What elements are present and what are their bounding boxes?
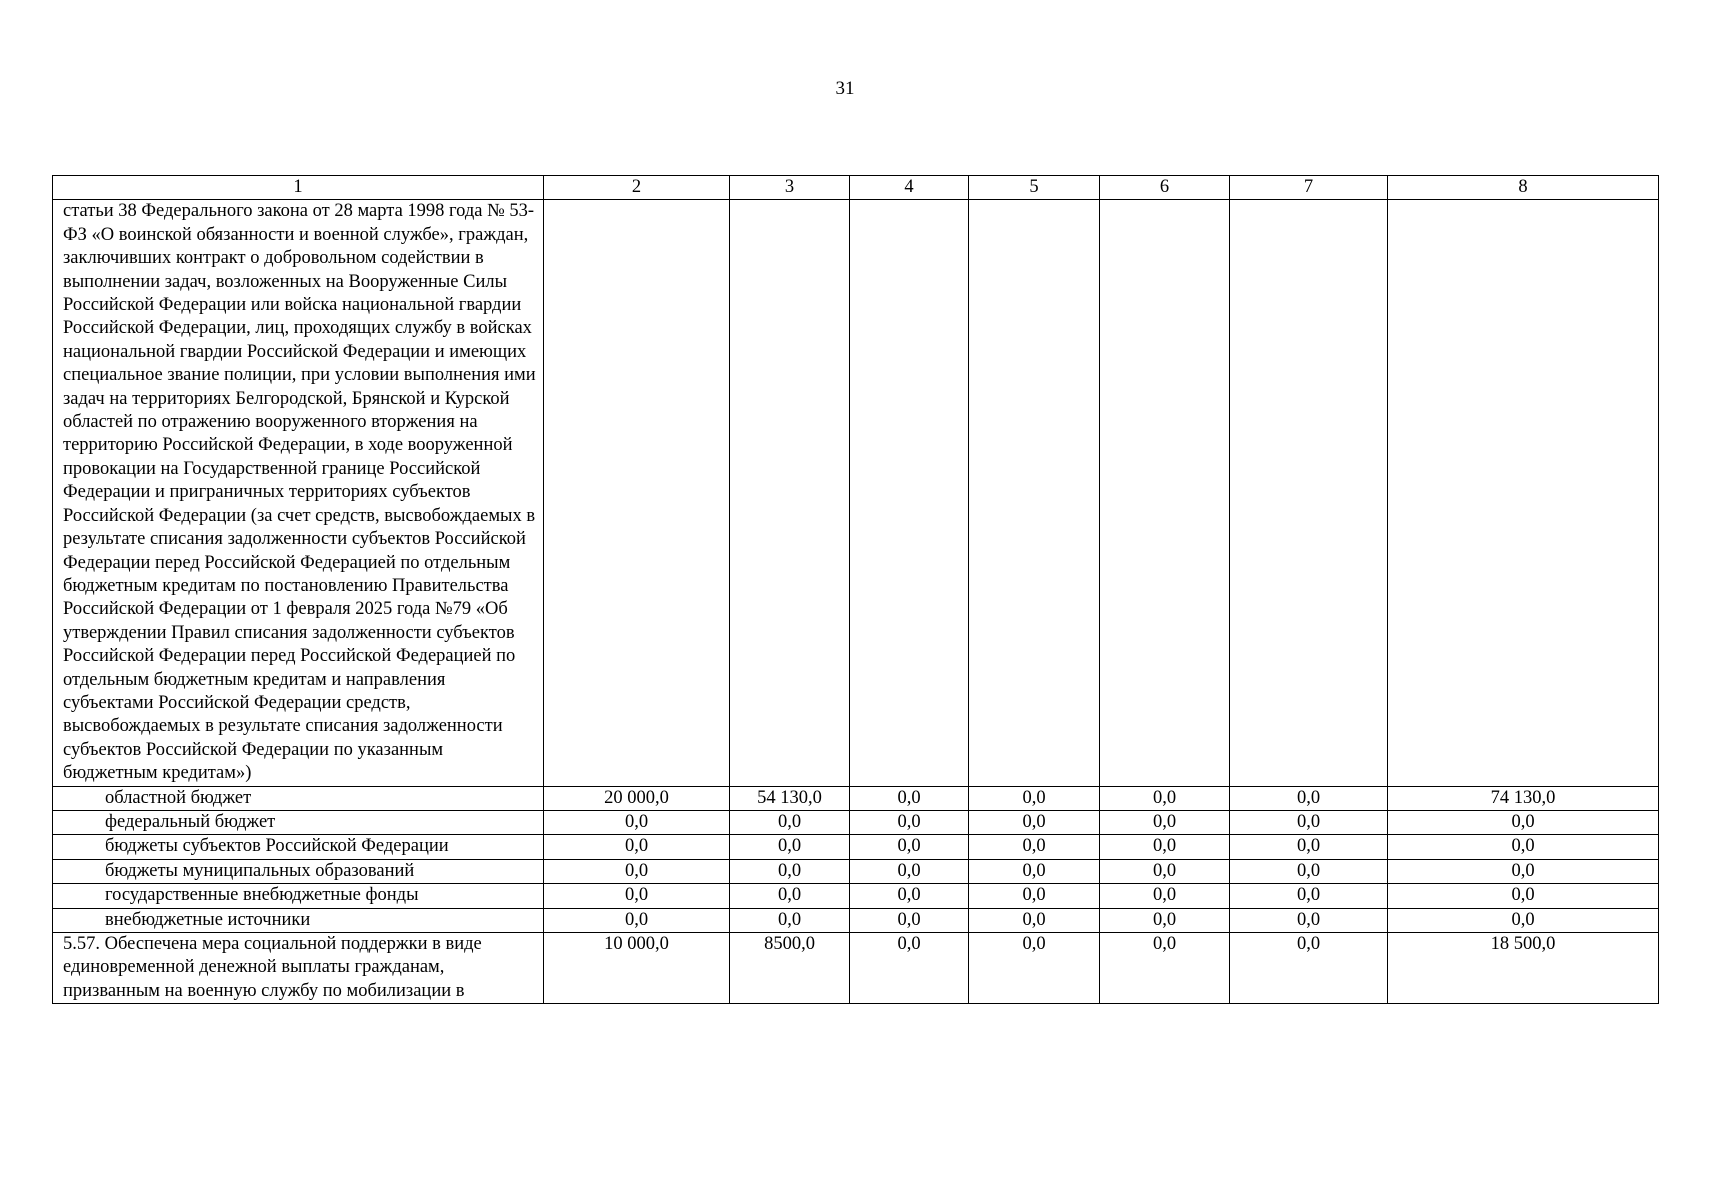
header-cell: 2 [544, 176, 730, 200]
value-cell: 0,0 [969, 835, 1100, 859]
value-cell: 0,0 [730, 810, 850, 834]
value-cell: 18 500,0 [1388, 933, 1659, 1004]
intro-row [53, 200, 1659, 786]
value-cell: 0,0 [730, 884, 850, 908]
table-row [53, 835, 1659, 859]
value-cell: 0,0 [1230, 859, 1388, 883]
header-cell: 5 [969, 176, 1100, 200]
header-cell: 7 [1230, 176, 1388, 200]
page-number: 31 [835, 78, 855, 99]
value-cell: 0,0 [850, 908, 969, 932]
header-cell: 1 [53, 176, 544, 200]
value-cell: 0,0 [969, 908, 1100, 932]
row-label: внебюджетные источники [53, 908, 544, 932]
next-item-text: 5.57. Обеспечена мера социальной поддержки в виде единовременной денежной выплаты гражданам, призванным на военную службу по мобилизации в [53, 933, 544, 1004]
empty-cell [1230, 200, 1388, 786]
header-cell: 6 [1100, 176, 1230, 200]
value-cell: 0,0 [850, 884, 969, 908]
value-cell: 0,0 [1100, 786, 1230, 810]
value-cell: 0,0 [730, 859, 850, 883]
value-cell: 0,0 [1230, 908, 1388, 932]
budget-table [52, 175, 1659, 1004]
intro-text: статьи 38 Федерального закона от 28 марта 1998 года № 53-ФЗ «О воинской обязанности и военной службе», граждан, заключивших контракт о добровольном содействии в выполнении задач, возложенных на Вооруженные Силы Российской Федерации или войска национальной гвардии Российской Федерации, лиц, проходящих службу в войсках национальной гвардии Российской Федерации и имеющих специальное звание полиции, при условии выполнения ими задач на территориях Белгородской, Брянской и Курской областей по отражению вооруженного вторжения на территорию Российской Федерации, в ходе вооруженной провокации на Государственной границе Российской Федерации и приграничных территориях субъектов Российской Федерации (за счет средств, высвобождаемых в результате списания задолженности субъектов Российской Федерации перед Российской Федерацией по отдельным бюджетным кредитам по постановлению Правительства Российской Федерации от 1 февраля 2025 года №79 «Об утверждении Правил списания задолженности субъектов Российской Федерации перед Российской Федерацией по отдельным бюджетным кредитам и направления субъектами Российской Федерации средств, высвобождаемых в результате списания задолженности субъектов Российской Федерации по указанным бюджетным кредитам») [53, 200, 544, 786]
value-cell: 8500,0 [730, 933, 850, 1004]
row-label: государственные внебюджетные фонды [53, 884, 544, 908]
value-cell: 20 000,0 [544, 786, 730, 810]
value-cell: 0,0 [1100, 859, 1230, 883]
value-cell: 0,0 [1388, 908, 1659, 932]
empty-cell [1100, 200, 1230, 786]
value-cell: 0,0 [1100, 810, 1230, 834]
value-cell: 0,0 [850, 859, 969, 883]
value-cell: 0,0 [1388, 859, 1659, 883]
header-row [53, 176, 1659, 200]
value-cell: 0,0 [544, 810, 730, 834]
value-cell: 0,0 [969, 884, 1100, 908]
value-cell: 0,0 [1388, 884, 1659, 908]
value-cell: 0,0 [544, 835, 730, 859]
header-cell: 8 [1388, 176, 1659, 200]
table-row [53, 786, 1659, 810]
row-label: федеральный бюджет [53, 810, 544, 834]
empty-cell [544, 200, 730, 786]
empty-cell [1388, 200, 1659, 786]
header-cell: 3 [730, 176, 850, 200]
value-cell: 0,0 [850, 810, 969, 834]
value-cell: 10 000,0 [544, 933, 730, 1004]
value-cell: 74 130,0 [1388, 786, 1659, 810]
value-cell: 0,0 [969, 786, 1100, 810]
value-cell: 0,0 [1100, 835, 1230, 859]
value-cell: 0,0 [1230, 835, 1388, 859]
value-cell: 0,0 [730, 835, 850, 859]
table-row [53, 810, 1659, 834]
value-cell: 0,0 [1100, 933, 1230, 1004]
row-label: бюджеты муниципальных образований [53, 859, 544, 883]
value-cell: 54 130,0 [730, 786, 850, 810]
table-row [53, 908, 1659, 932]
table-row [53, 859, 1659, 883]
value-cell: 0,0 [1100, 908, 1230, 932]
value-cell: 0,0 [850, 786, 969, 810]
empty-cell [730, 200, 850, 786]
empty-cell [850, 200, 969, 786]
value-cell: 0,0 [1230, 786, 1388, 810]
value-cell: 0,0 [969, 859, 1100, 883]
value-cell: 0,0 [850, 933, 969, 1004]
value-cell: 0,0 [969, 810, 1100, 834]
value-cell: 0,0 [969, 933, 1100, 1004]
value-cell: 0,0 [1230, 884, 1388, 908]
value-cell: 0,0 [544, 908, 730, 932]
value-cell: 0,0 [1100, 884, 1230, 908]
value-cell: 0,0 [730, 908, 850, 932]
value-cell: 0,0 [1230, 810, 1388, 834]
value-cell: 0,0 [544, 884, 730, 908]
table-row [53, 884, 1659, 908]
value-cell: 0,0 [1230, 933, 1388, 1004]
value-cell: 0,0 [544, 859, 730, 883]
value-cell: 0,0 [1388, 835, 1659, 859]
header-cell: 4 [850, 176, 969, 200]
row-label: областной бюджет [53, 786, 544, 810]
next-item-row [53, 933, 1659, 1004]
value-cell: 0,0 [1388, 810, 1659, 834]
empty-cell [969, 200, 1100, 786]
value-cell: 0,0 [850, 835, 969, 859]
row-label: бюджеты субъектов Российской Федерации [53, 835, 544, 859]
